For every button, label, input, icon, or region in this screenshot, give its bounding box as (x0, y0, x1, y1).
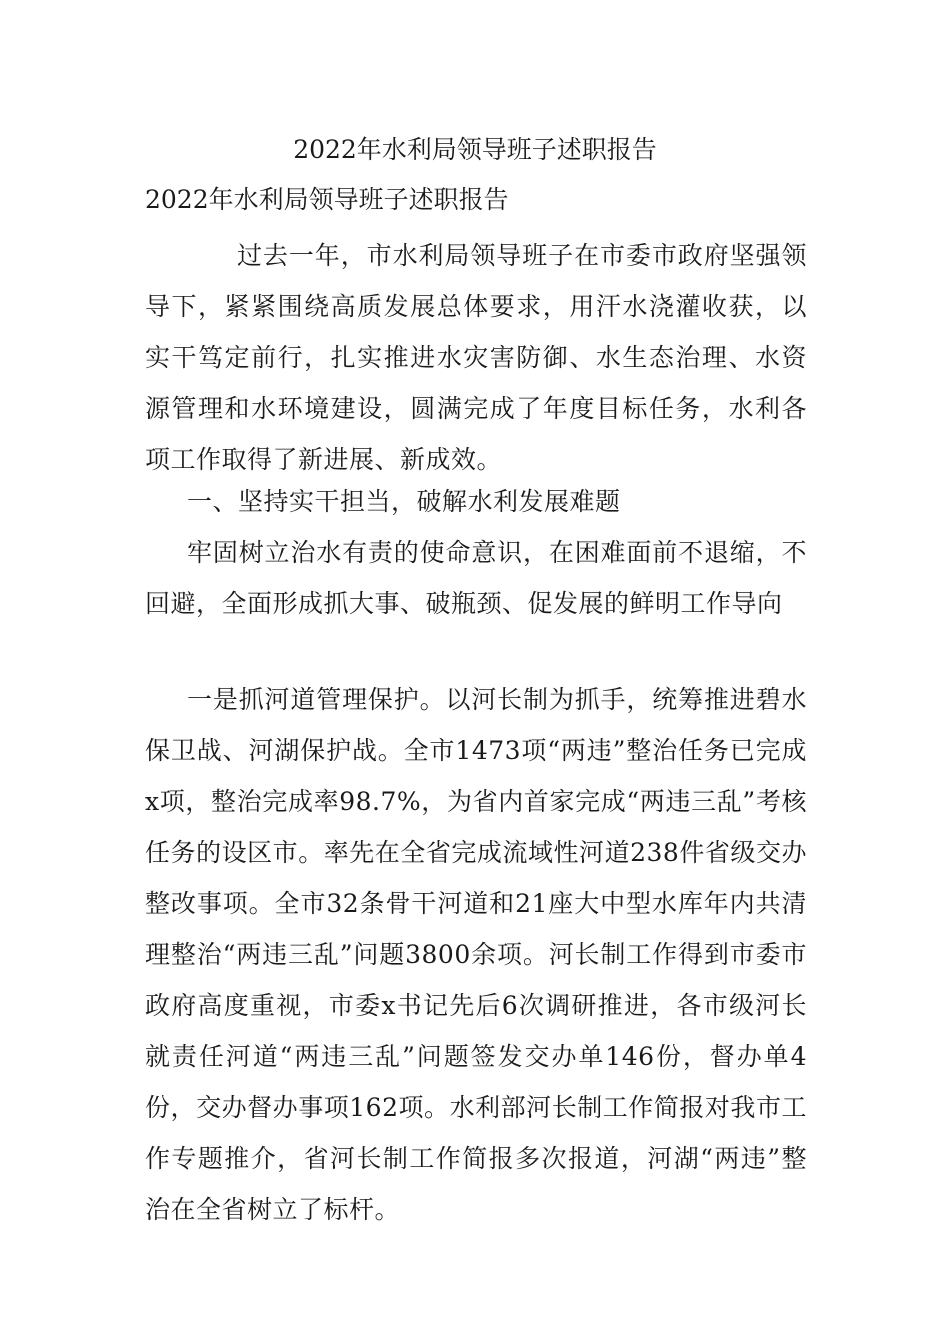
section-paragraph: 牢固树立治水有责的使命意识，在困难面前不退缩，不回避，全面形成抓大事、破瓶颈、促发展的鲜明工作导向 (145, 538, 807, 618)
item-paragraph: 一是抓河道管理保护。以河长制为抓手，统筹推进碧水保卫战、河湖保护战。全市1473项“两违”整治任务已完成x项，整治完成率98.7%，为省内首家完成“两违三乱”考核任务的设区市。率先在全省完成流域性河道238件省级交办整改事项。全市32条骨干河道和21座大中型水库年内共清理整治“两违三乱”问题3800余项。河长制工作得到市委市政府高度重视，市委x书记先后6次调研推进，各市级河长就责任河道“两违三乱”问题签发交办单146份，督办单4份，交办督办事项162项。水利部河长制工作简报对我市工作专题推介，省河长制工作简报多次报道，河湖“两违”整治在全省树立了标杆。 (145, 685, 807, 1224)
document-title: 2022年水利局领导班子述职报告 (293, 135, 657, 164)
intro-paragraph: 过去一年，市水利局领导班子在市委市政府坚强领导下，紧紧围绕高质发展总体要求，用汗水浇灌收获，以实干笃定前行，扎实推进水灾害防御、水生态治理、水资源管理和水环境建设，圆满完成了年度目标任务，水利各项工作取得了新进展、新成效。 (145, 241, 807, 474)
section-heading: 一、坚持实干担当，破解水利发展难题 (187, 487, 621, 516)
document-subtitle: 2022年水利局领导班子述职报告 (145, 185, 509, 214)
